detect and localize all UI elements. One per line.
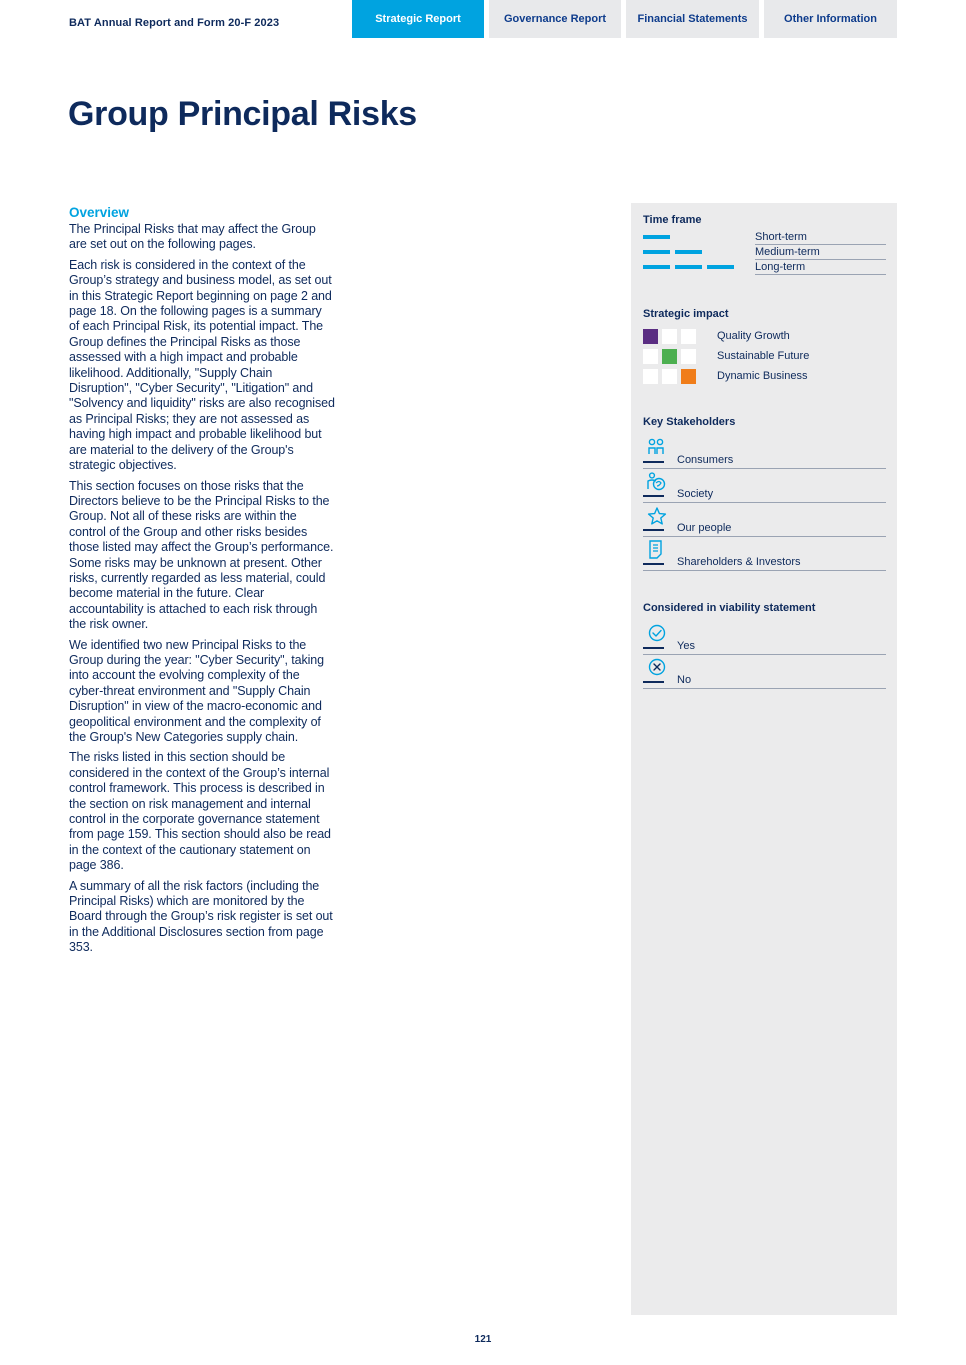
stakeholder-row-society <box>643 469 886 503</box>
impact-square-empty <box>643 369 658 384</box>
section-tabs <box>352 0 897 38</box>
overview-paragraph-5: The risks listed in this section should be considered in the context of the Group’s internal control framework. This process is described in the section on risk management and internal control in the corporate governance statement from page 159. This section should also be read in the context of the cautionary statement on page 386. <box>69 750 331 873</box>
tab-governance-report[interactable]: Governance Report <box>489 0 621 38</box>
overview-section <box>69 205 335 961</box>
impact-square-empty <box>681 349 696 364</box>
time-frame-heading: Time frame <box>643 214 702 226</box>
time-bar <box>707 265 734 269</box>
time-frame-label: Long-term <box>755 261 806 273</box>
viability-key <box>643 602 886 689</box>
page-title: Group Principal Risks <box>68 95 417 133</box>
strategic-impact-label: Dynamic Business <box>717 370 808 382</box>
time-frame-bars <box>643 235 675 239</box>
tab-strategic-report[interactable]: Strategic Report <box>352 0 484 38</box>
cross-circle-icon <box>647 658 667 680</box>
time-frame-key <box>643 214 886 275</box>
overview-paragraph-6: A summary of all the risk factors (including the Principal Risks) which are monitored by the Board through the Group’s risk register is set out in the Additional Disclosures section from page 353. <box>69 878 333 955</box>
strategic-impact-row-dynamic-business <box>643 367 886 387</box>
viability-row-no <box>643 655 886 689</box>
impact-squares <box>643 349 700 364</box>
stakeholder-row-consumers <box>643 435 886 469</box>
impact-square-filled <box>643 329 658 344</box>
impact-square-filled <box>662 349 677 364</box>
impact-square-empty <box>662 329 677 344</box>
impact-square-empty <box>662 369 677 384</box>
stakeholder-label: Society <box>677 488 714 500</box>
icon-underline <box>643 563 664 565</box>
viability-row-yes <box>643 621 886 655</box>
icon-underline <box>643 647 664 649</box>
time-frame-row-long <box>755 260 886 275</box>
overview-paragraph-1: The Principal Risks that may affect the Group are set out on the following pages. <box>69 222 316 252</box>
time-bar <box>675 250 702 254</box>
stakeholder-label: Consumers <box>677 454 734 466</box>
society-icon <box>647 472 667 494</box>
time-frame-label: Short-term <box>755 231 807 243</box>
strategic-impact-heading: Strategic impact <box>643 308 729 320</box>
strategic-impact-row-sustainable-future <box>643 347 886 367</box>
icon-underline <box>643 495 664 497</box>
consumers-icon <box>647 438 667 460</box>
time-frame-bars <box>643 250 707 254</box>
strategic-impact-label: Quality Growth <box>717 330 790 342</box>
key-stakeholders-heading: Key Stakeholders <box>643 416 736 428</box>
document-title: BAT Annual Report and Form 20-F 2023 <box>69 17 280 29</box>
icon-underline <box>643 681 664 683</box>
time-bar <box>643 235 670 239</box>
viability-label: Yes <box>677 640 695 652</box>
time-frame-bars <box>643 265 739 269</box>
time-bar <box>675 265 702 269</box>
icon-underline <box>643 461 664 463</box>
time-frame-row-medium <box>755 245 886 260</box>
strategic-impact-key <box>643 308 886 387</box>
viability-heading: Considered in viability statement <box>643 602 816 614</box>
impact-squares <box>643 369 700 384</box>
page-number: 121 <box>474 1334 492 1345</box>
time-bar <box>643 250 670 254</box>
stakeholder-label: Our people <box>677 522 732 534</box>
overview-paragraph-3: This section focuses on those risks that the Directors believe to be the Principal Risks to the Group. Not all of these risks are within the control of the Group and other risks besides those listed may affect the Group’s performance. Some risks may be unknown at present. Other risks, currently regarded as less material, could become material in the future. Clear accountability is attached to each risk through the risk owner. <box>69 478 334 632</box>
strategic-impact-label: Sustainable Future <box>717 350 810 362</box>
impact-square-empty <box>643 349 658 364</box>
overview-paragraph-4: We identified two new Principal Risks to the Group during the year: "Cyber Security", taking into account the evolving complexity of the cyber-threat environment and "Supply Chain Disruption" in view of the macro-economic and geopolitical environment and the complexity of the Group's New Categories supply chain. <box>69 637 324 744</box>
key-panel <box>631 203 897 1315</box>
stakeholder-row-shareholders <box>643 537 886 571</box>
star-icon <box>647 506 667 528</box>
impact-square-empty <box>681 329 696 344</box>
impact-square-filled <box>681 369 696 384</box>
key-stakeholders-key <box>643 416 886 571</box>
overview-paragraph-2: Each risk is considered in the context of the Group’s strategy and business model, as set out in this Strategic Report beginning on page 2 and page 18. On the following pages is a summary of each Principal Risk, its potential impact. The Group defines the Principal Risks as those assessed with a high impact and probable likelihood. Additionally, "Supply Chain Disruption", "Cyber Security", "Litigation" and "Solvency and liquidity" risks are also recognised as Principal Risks; they are not assessed as having high impact and probable likelihood but are material to the delivery of the Group's strategic objectives. <box>69 257 335 473</box>
strategic-impact-row-quality-growth <box>643 327 886 347</box>
stakeholder-row-our-people <box>643 503 886 537</box>
overview-heading: Overview <box>69 205 130 220</box>
tab-financial-statements[interactable]: Financial Statements <box>626 0 759 38</box>
time-frame-row-short <box>755 230 886 245</box>
document-icon <box>647 540 667 562</box>
time-frame-label: Medium-term <box>755 246 820 258</box>
check-circle-icon <box>647 624 667 646</box>
stakeholder-label: Shareholders & Investors <box>677 556 801 568</box>
icon-underline <box>643 529 664 531</box>
tab-other-information[interactable]: Other Information <box>764 0 897 38</box>
impact-squares <box>643 329 700 344</box>
time-bar <box>643 265 670 269</box>
viability-label: No <box>677 674 692 686</box>
